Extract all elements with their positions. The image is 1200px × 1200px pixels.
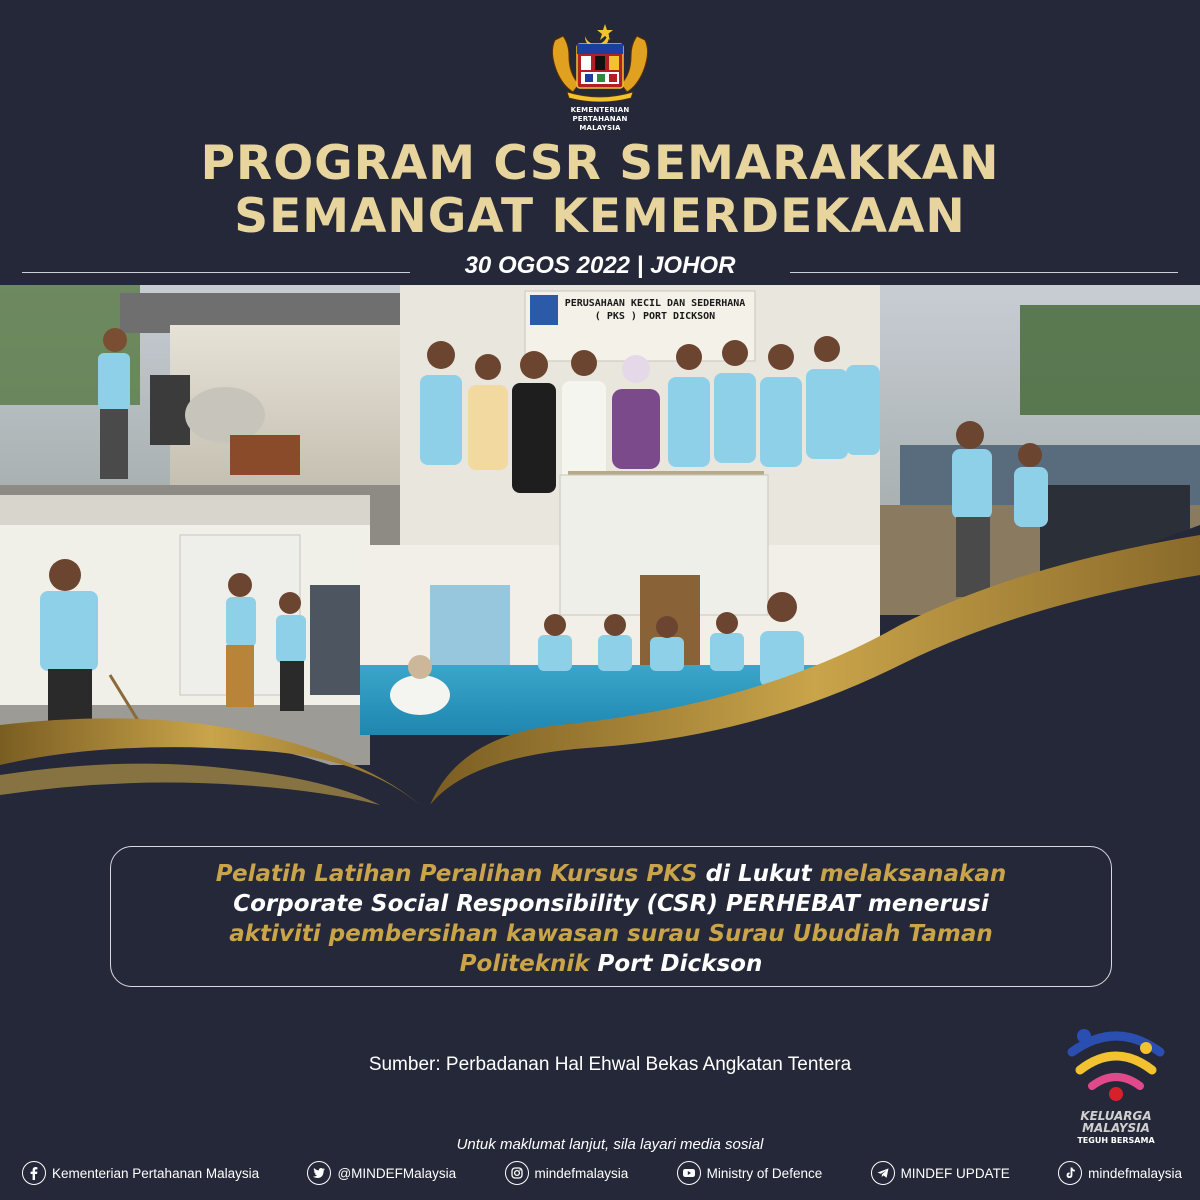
page-title-line2: SEMANGAT KEMERDEKAAN xyxy=(234,189,966,244)
social-bar xyxy=(22,1158,1182,1188)
social-twitter-label: @MINDEFMalaysia xyxy=(337,1165,457,1181)
telegram-icon xyxy=(871,1161,895,1185)
keluarga-malaysia-logo xyxy=(1062,1024,1170,1146)
social-tiktok-label: mindefmalaysia xyxy=(1088,1165,1182,1181)
instagram-icon xyxy=(505,1161,529,1185)
social-youtube-label: Ministry of Defence xyxy=(706,1165,823,1181)
statement-part5: aktiviti pembersihan kawasan surau Surau Ubudiah Taman xyxy=(229,921,993,947)
statement-box xyxy=(110,846,1112,987)
statement-part1: Pelatih Latihan Peralihan Kursus PKS xyxy=(215,861,698,887)
social-instagram-label: mindefmalaysia xyxy=(534,1165,629,1181)
social-tiktok[interactable] xyxy=(1058,1161,1182,1185)
tiktok-icon xyxy=(1058,1161,1082,1185)
page-title-line1: PROGRAM CSR SEMARAKKAN xyxy=(200,136,1000,191)
crest-icon xyxy=(545,22,655,102)
twitter-icon xyxy=(307,1161,331,1185)
social-instagram[interactable] xyxy=(505,1161,629,1185)
malaysia-text: MALAYSIA xyxy=(1082,1121,1150,1135)
ministry-crest-logo xyxy=(545,22,655,133)
pks-banner-text: PERUSAHAAN KECIL DAN SEDERHANA ( PKS ) PORT DICKSON xyxy=(564,298,746,322)
keluarga-malaysia-icon xyxy=(1062,1024,1170,1146)
statement-part7: Port Dickson xyxy=(589,951,763,977)
divider-right xyxy=(790,272,1178,273)
teguh-bersama-text: TEGUH BERSAMA xyxy=(1077,1136,1155,1145)
social-facebook-label: Kementerian Pertahanan Malaysia xyxy=(52,1165,260,1181)
divider-left xyxy=(22,272,410,273)
statement-part2: di Lukut xyxy=(697,861,820,887)
date-location: 30 OGOS 2022 | JOHOR xyxy=(464,252,736,279)
social-intro: Untuk maklumat lanjut, sila layari media sosial xyxy=(456,1136,764,1153)
statement-part3: melaksanakan xyxy=(819,861,1007,887)
crest-caption-line2: MALAYSIA xyxy=(579,124,621,132)
photo-collage xyxy=(0,285,1200,845)
social-facebook[interactable] xyxy=(22,1161,259,1185)
facebook-icon xyxy=(22,1161,46,1185)
social-telegram[interactable] xyxy=(871,1161,1010,1185)
youtube-icon xyxy=(677,1161,701,1185)
social-twitter[interactable] xyxy=(307,1161,456,1185)
statement-part4: Corporate Social Responsibility (CSR) PERHEBAT menerusi xyxy=(233,891,989,917)
social-telegram-label: MINDEF UPDATE xyxy=(900,1165,1010,1181)
crest-caption-line1: KEMENTERIAN PERTAHANAN xyxy=(570,106,630,123)
statement-part6: Politeknik xyxy=(459,951,590,977)
social-youtube[interactable] xyxy=(677,1161,823,1185)
source-credit: Sumber: Perbadanan Hal Ehwal Bekas Angkatan Tentera xyxy=(368,1054,852,1075)
keluarga-text: KELUARGA xyxy=(1080,1109,1152,1123)
